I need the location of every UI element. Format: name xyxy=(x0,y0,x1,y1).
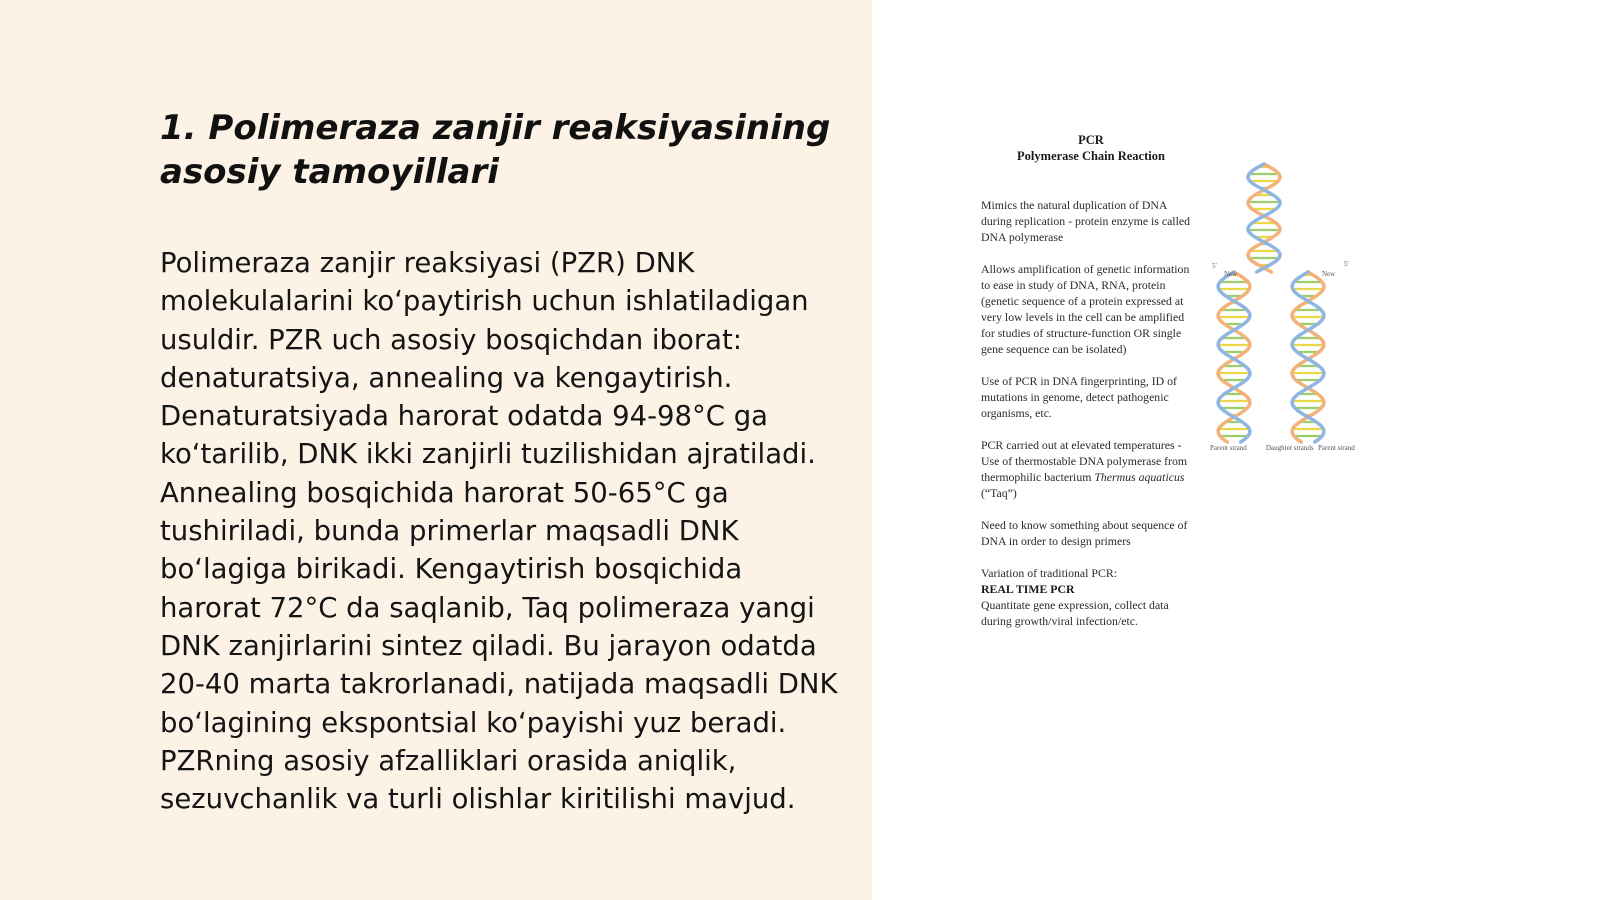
dna-label-5prime-right: 5' xyxy=(1344,260,1349,268)
figure-paragraph xyxy=(981,437,1199,501)
slide-title: 1. Polimeraza zanjir reaksiyasining asosiy tamoyillari xyxy=(160,108,831,192)
figure-text-span: Variation of traditional PCR: xyxy=(981,566,1117,580)
dna-helix-drawing xyxy=(1218,164,1324,442)
figure-paragraph xyxy=(981,565,1199,629)
slide-body-text: Polimeraza zanjir reaksiyasi (PZR) DNK molekulalarini koʻpaytirish uchun ishlatiladigan usuldir. PZR uch asosiy bosqichdan iborat: denaturatsiya, annealing va kengaytirish. Denaturatsiyada harorat odatda 94-98°C ga koʻtarilib, DNK ikki zanjirli tuzilishidan ajratiladi. Annealing bosqichida harorat 50-65°C ga tushiriladi, bunda primerlar maqsadli DNK boʻlagiga birikadi. Kengaytirish bosqichida harorat 72°C da saqlanib, Taq polimeraza yangi DNK zanjirlarini sintez qiladi. Bu jarayon odatda 20-40 marta takrorlanadi, natijada maqsadli DNK boʻlagining ekspontsial koʻpayishi yuz beradi. PZRning asosiy afzalliklari orasida aniqlik, sezuvchanlik va turli olishlar kiritilishi mavjud. xyxy=(160,247,838,816)
figure-paragraph: Use of PCR in DNA fingerprinting, ID of mutations in genome, detect pathogenic organisms, etc. xyxy=(981,374,1177,420)
figure-title: PCR xyxy=(1078,133,1104,147)
real-time-pcr-label: REAL TIME PCR xyxy=(981,582,1075,596)
figure-paragraph: Allows amplification of genetic information to ease in study of DNA, RNA, protein (genetic sequence of a protein expressed at very low levels in the cell can be amplified for studies of structure-function OR single gene sequence can be isolated) xyxy=(981,262,1190,356)
figure-paragraph: Mimics the natural duplication of DNA during replication - protein enzyme is called DNA polymerase xyxy=(981,198,1190,244)
figure-heading xyxy=(1006,132,1176,164)
figure-text-span: PCR carried out at elevated temperatures - Use of thermostable DNA polymerase from thermophilic bacterium xyxy=(981,438,1188,484)
figure-text xyxy=(981,197,1199,645)
dna-label-new-left: New xyxy=(1224,270,1238,278)
figure-text-span: (“Taq”) xyxy=(981,486,1017,500)
figure-text-span: Quantitate gene expression, collect data during growth/viral infection/etc. xyxy=(981,598,1169,628)
left-daughter-helix-strand-2 xyxy=(1218,272,1250,442)
dna-label-parent-right: Parent strand xyxy=(1318,444,1355,452)
species-name: Thermus aquaticus xyxy=(1094,470,1185,484)
dna-replication-icon xyxy=(1198,160,1368,480)
figure-subtitle: Polymerase Chain Reaction xyxy=(1017,149,1165,163)
dna-label-new-right: New xyxy=(1322,270,1336,278)
figure-paragraph: Need to know something about sequence of DNA in order to design primers xyxy=(981,518,1188,548)
dna-label-parent-left: Parent strand xyxy=(1210,444,1247,452)
dna-label-5prime-left: 5' xyxy=(1212,262,1217,270)
dna-label-daughter: Daughter strands xyxy=(1266,444,1314,452)
right-daughter-helix-strand-2 xyxy=(1292,272,1324,442)
